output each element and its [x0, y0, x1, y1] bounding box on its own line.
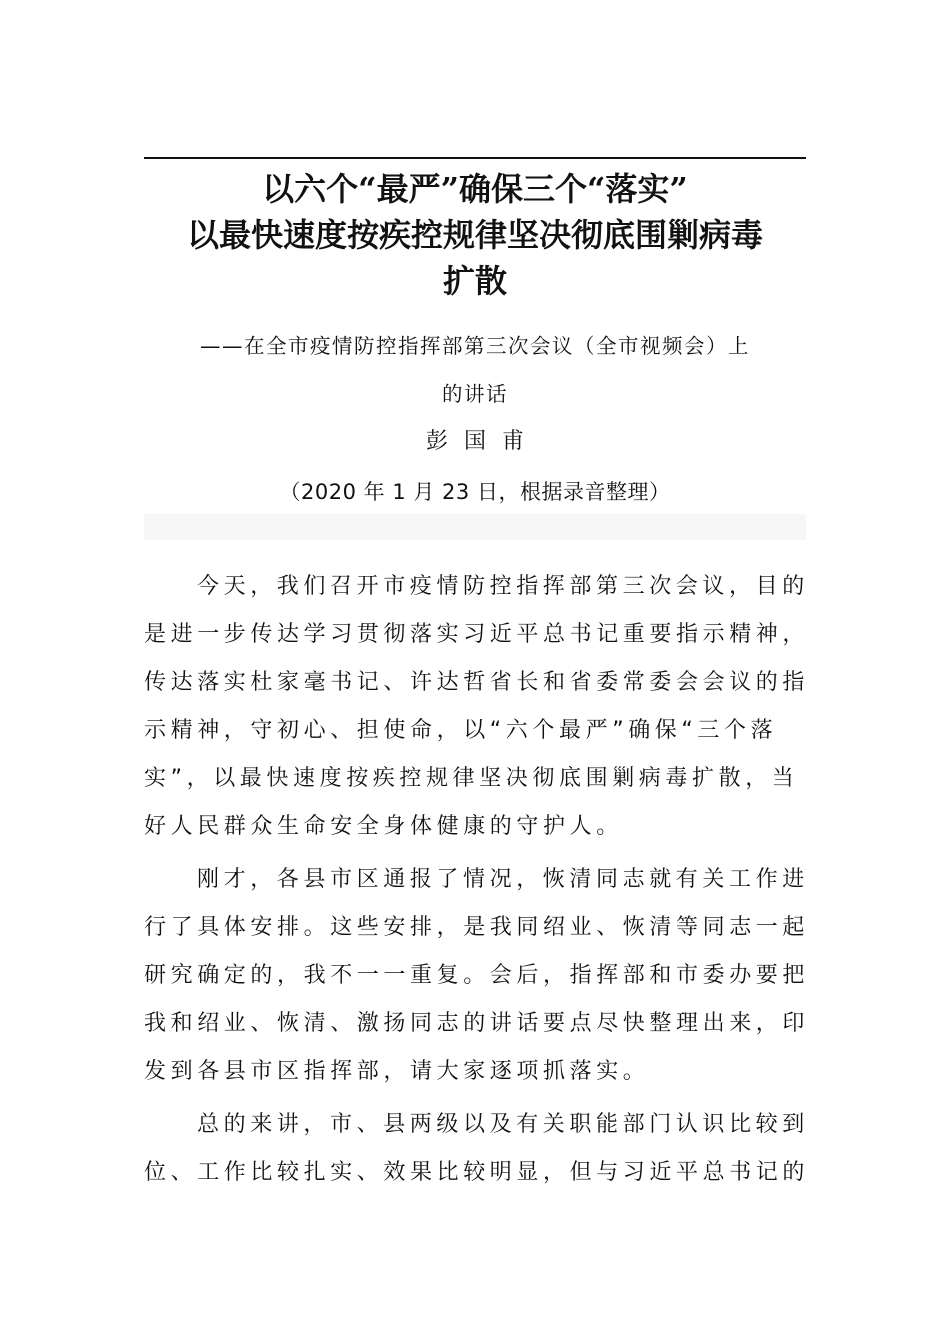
subtitle-line-1: ——在全市疫情防控指挥部第三次会议（全市视频会）上: [200, 334, 750, 358]
separator-band: [144, 514, 806, 540]
text-line: 实”，以最快速度按疾控规律坚决彻底围剿病毒扩散，当: [144, 766, 799, 791]
text-line: 研究确定的，我不一一重复。会后，指挥部和市委办要把: [144, 963, 810, 988]
text-line: 位、工作比较扎实、效果比较明显，但与习近平总书记的: [144, 1160, 810, 1185]
text-line: 总的来讲，市、县两级以及有关职能部门认识比较到: [197, 1112, 809, 1137]
text-line: 是进一步传达学习贯彻落实习近平总书记重要指示精神，: [144, 622, 810, 647]
text-line: 发到各县市区指挥部，请大家逐项抓落实。: [144, 1059, 650, 1084]
author-name: 彭国甫: [425, 429, 540, 454]
text-line: 传达落实杜家毫书记、许达哲省长和省委常委会会议的指: [144, 670, 810, 695]
document-title: [144, 166, 806, 304]
header-rule: [144, 157, 806, 159]
paragraph: [144, 856, 810, 1096]
text-line: 示精神，守初心、担使命，以“六个最严”确保“三个落: [144, 718, 778, 743]
document-subtitle: [144, 322, 806, 418]
subtitle-line-2: 的讲话: [442, 382, 508, 406]
paragraph: [144, 1101, 810, 1197]
title-line-1: 以六个“最严”确保三个“落实”: [262, 170, 688, 208]
body-text: [144, 563, 810, 1197]
title-line-3: 扩散: [442, 262, 507, 300]
text-line: 好人民群众生命安全身体健康的守护人。: [144, 814, 623, 839]
date-note: （2020 年 1 月 23 日，根据录音整理）: [279, 480, 671, 504]
paragraph: [144, 563, 810, 851]
text-line: 刚才，各县市区通报了情况，恢清同志就有关工作进: [197, 867, 809, 892]
title-line-2: 以最快速度按疾控规律坚决彻底围剿病毒: [186, 216, 763, 254]
text-line: 我和绍业、恢清、激扬同志的讲话要点尽快整理出来，印: [144, 1011, 810, 1036]
text-line: 今天，我们召开市疫情防控指挥部第三次会议，目的: [197, 574, 809, 599]
text-line: 行了具体安排。这些安排，是我同绍业、恢清等同志一起: [144, 915, 810, 940]
